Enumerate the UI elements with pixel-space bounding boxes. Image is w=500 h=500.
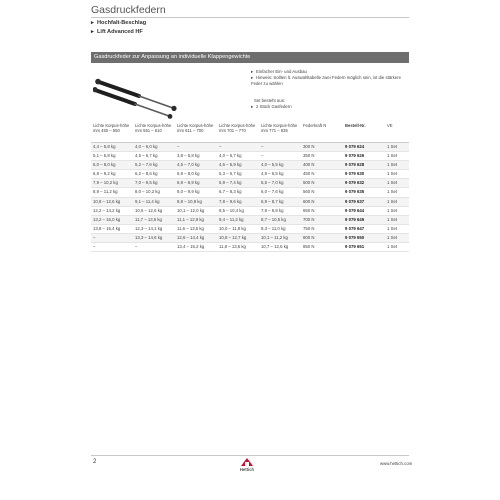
logo-wordmark: Hettich <box>239 467 255 472</box>
triangle-right-icon: ▸ <box>251 75 254 80</box>
table-row <box>91 243 409 252</box>
table-cell: 4,0 – 6,7 kg <box>217 152 259 161</box>
order-number-cell: 9 079 650 <box>343 233 385 242</box>
table-cell: 450 N <box>301 170 343 179</box>
table-cell: – <box>217 143 259 152</box>
page-title: Gasdruckfedern <box>91 4 166 16</box>
table-cell: 6,2 – 8,6 kg <box>133 170 175 179</box>
table-cell: – <box>91 233 133 242</box>
table-cell: 13,3 – 14,6 kg <box>133 233 175 242</box>
table-cell: 1 Set <box>385 197 409 206</box>
table-cell: 5,5 – 7,0 kg <box>259 179 301 188</box>
order-number-cell: 9 079 635 <box>343 188 385 197</box>
set-contents-item-text: 2 Stück Gasfedern <box>256 104 292 109</box>
order-number-cell: 9 079 632 <box>343 179 385 188</box>
table-cell: 8,0 – 9,9 kg <box>175 188 217 197</box>
table-cell: 7,9 – 10,2 kg <box>91 179 133 188</box>
table-cell: 5,9 – 8,0 kg <box>175 170 217 179</box>
table-row <box>91 143 409 152</box>
table-header-row <box>91 120 409 143</box>
set-contents-item <box>251 104 292 110</box>
table-cell: 600 N <box>301 197 343 206</box>
table-row <box>91 197 409 206</box>
table-cell: 10,5 – 12,6 kg <box>133 206 175 215</box>
page-number: 2 <box>93 459 97 465</box>
column-header-height-450-550: Lichte Korpus-höhe mm 450 – 550 <box>91 120 133 143</box>
table-cell: 650 N <box>301 206 343 215</box>
triangle-right-icon: ▸ <box>91 29 94 35</box>
table-row <box>91 224 409 233</box>
table-cell: 5,2 – 7,6 kg <box>133 161 175 170</box>
table-cell: 1 Set <box>385 170 409 179</box>
table-cell: 13,4 – 15,2 kg <box>175 243 217 252</box>
table-cell: 10,7 – 12,6 kg <box>259 243 301 252</box>
table-cell: 1 Set <box>385 243 409 252</box>
table-cell: 6,8 – 9,2 kg <box>91 170 133 179</box>
subtitle-1-label: Hochfalt-Beschlag <box>97 20 147 26</box>
table-cell: 300 N <box>301 143 343 152</box>
table-cell: 12,3 – 14,1 kg <box>133 224 175 233</box>
order-number-cell: 9 079 624 <box>343 143 385 152</box>
selection-table <box>91 120 409 252</box>
table-row <box>91 152 409 161</box>
table-cell: – <box>91 243 133 252</box>
table-cell: 6,9 – 8,7 kg <box>259 197 301 206</box>
table-cell: 1 Set <box>385 233 409 242</box>
section-banner: Gasdruckfeder zur Anpassung an individuelle Klappengewichte <box>91 52 409 63</box>
table-cell: 800 N <box>301 233 343 242</box>
table-cell: 13,2 – 15,0 kg <box>91 215 133 224</box>
website-address: www.hettich.com <box>380 461 413 466</box>
table-cell: 750 N <box>301 224 343 233</box>
table-cell: 12,2 – 14,2 kg <box>91 206 133 215</box>
feature-2-text: Hinweis: Sollten lt. Auswahltabelle zwei Federn möglich sein, ist die stärkere Feder zu wählen <box>251 75 401 86</box>
table-cell: – <box>259 152 301 161</box>
table-row <box>91 233 409 242</box>
table-cell: 400 N <box>301 161 343 170</box>
table-cell: 1 Set <box>385 143 409 152</box>
table-row <box>91 170 409 179</box>
table-cell: 4,9 – 6,5 kg <box>259 170 301 179</box>
triangle-right-icon: ▸ <box>251 69 254 74</box>
table-cell: 4,0 – 6,0 kg <box>133 143 175 152</box>
gas-spring-product-image <box>93 72 185 120</box>
table-row <box>91 188 409 197</box>
table-cell: 4,5 – 6,7 kg <box>133 152 175 161</box>
triangle-right-icon: ▸ <box>91 20 94 26</box>
table-cell: 5,3 – 6,7 kg <box>217 170 259 179</box>
table-cell: 1 Set <box>385 152 409 161</box>
table-cell: – <box>133 243 175 252</box>
table-cell: 700 N <box>301 215 343 224</box>
table-cell: 8,0 – 10,2 kg <box>133 188 175 197</box>
table-row <box>91 215 409 224</box>
column-header-height-701-770: Lichte Korpus-höhe mm 701 – 770 <box>217 120 259 143</box>
table-cell: 11,1 – 12,9 kg <box>175 215 217 224</box>
table-cell: 1 Set <box>385 224 409 233</box>
table-cell: 1 Set <box>385 179 409 188</box>
table-cell: 8,5 – 10,4 kg <box>217 206 259 215</box>
table-cell: 560 N <box>301 188 343 197</box>
table-cell: 7,9 – 9,8 kg <box>259 206 301 215</box>
table-cell: 10,8 – 12,6 kg <box>91 197 133 206</box>
subtitle-2-label: Lift Advanced HF <box>97 29 143 35</box>
order-number-cell: 9 079 645 <box>343 215 385 224</box>
order-number-cell: 9 079 647 <box>343 224 385 233</box>
hettich-logo <box>232 455 262 471</box>
order-number-cell: 9 079 628 <box>343 161 385 170</box>
column-header-height-611-700: Lichte Korpus-höhe mm 611 – 700 <box>175 120 217 143</box>
table-cell: 8,7 – 10,5 kg <box>259 215 301 224</box>
table-cell: 12,6 – 14,4 kg <box>175 233 217 242</box>
table-cell: 6,0 – 7,6 kg <box>259 188 301 197</box>
table-cell: 4,6 – 5,9 kg <box>217 161 259 170</box>
table-cell: 6,7 – 8,3 kg <box>217 188 259 197</box>
table-cell: 9,4 – 11,2 kg <box>217 215 259 224</box>
table-cell: – <box>175 143 217 152</box>
column-header-spring-force: Federkraft N <box>301 120 343 143</box>
table-cell: 9,1 – 11,4 kg <box>133 197 175 206</box>
table-cell: 850 N <box>301 243 343 252</box>
order-number-cell: 9 079 630 <box>343 170 385 179</box>
table-cell: 4,5 – 7,0 kg <box>175 161 217 170</box>
table-cell: 7,8 – 9,6 kg <box>217 197 259 206</box>
table-cell: 8,8 – 10,8 kg <box>175 197 217 206</box>
table-cell: 5,1 – 6,8 kg <box>91 152 133 161</box>
table-cell: 3,8 – 5,8 kg <box>175 152 217 161</box>
table-cell: 350 N <box>301 152 343 161</box>
table-cell: 1 Set <box>385 206 409 215</box>
subtitle-1 <box>91 20 146 26</box>
table-cell: 5,9 – 7,4 kg <box>217 179 259 188</box>
table-cell: 6,9 – 8,9 kg <box>175 179 217 188</box>
order-number-cell: 9 079 644 <box>343 206 385 215</box>
order-number-cell: 9 079 651 <box>343 243 385 252</box>
table-cell: 1 Set <box>385 161 409 170</box>
table-cell: 11,8 – 13,6 kg <box>217 243 259 252</box>
column-header-order-number: Bestell-Nr. <box>343 120 385 143</box>
table-cell: 9,3 – 11,0 kg <box>259 224 301 233</box>
table-cell: 1 Set <box>385 215 409 224</box>
table-row <box>91 206 409 215</box>
column-header-height-771-835: Lichte Korpus-höhe mm 771 – 835 <box>259 120 301 143</box>
feature-1 <box>251 69 307 75</box>
table-cell: 11,6 – 13,5 kg <box>175 224 217 233</box>
table-cell: 10,1 – 11,2 kg <box>259 233 301 242</box>
table-cell: 10,8 – 12,7 kg <box>217 233 259 242</box>
set-contents-title: Set besteht aus: <box>254 98 286 103</box>
table-cell: 6,0 – 8,0 kg <box>91 161 133 170</box>
table-cell: 10,0 – 11,8 kg <box>217 224 259 233</box>
table-body <box>91 143 409 252</box>
table-cell: 10,1 – 12,0 kg <box>175 206 217 215</box>
column-header-height-551-610: Lichte Korpus-höhe mm 551 – 610 <box>133 120 175 143</box>
feature-1-text: Einfacher Ein- und Ausbau <box>256 69 307 74</box>
triangle-right-icon: ▸ <box>251 104 254 109</box>
column-header-packing-unit: VE <box>385 120 409 143</box>
order-number-cell: 9 079 637 <box>343 197 385 206</box>
table-cell: – <box>259 143 301 152</box>
feature-2 <box>251 75 411 87</box>
table-row <box>91 161 409 170</box>
table-row <box>91 179 409 188</box>
subtitle-2 <box>91 29 143 35</box>
table-cell: 4,0 – 5,5 kg <box>259 161 301 170</box>
table-cell: 13,8 – 15,4 kg <box>91 224 133 233</box>
table-cell: 4,4 – 5,8 kg <box>91 143 133 152</box>
table-cell: 8,9 – 11,2 kg <box>91 188 133 197</box>
table-cell: 11,7 – 13,6 kg <box>133 215 175 224</box>
table-cell: 500 N <box>301 179 343 188</box>
table-cell: 7,0 – 9,5 kg <box>133 179 175 188</box>
order-number-cell: 9 079 626 <box>343 152 385 161</box>
header-rule <box>91 17 409 18</box>
table-cell: 1 Set <box>385 188 409 197</box>
